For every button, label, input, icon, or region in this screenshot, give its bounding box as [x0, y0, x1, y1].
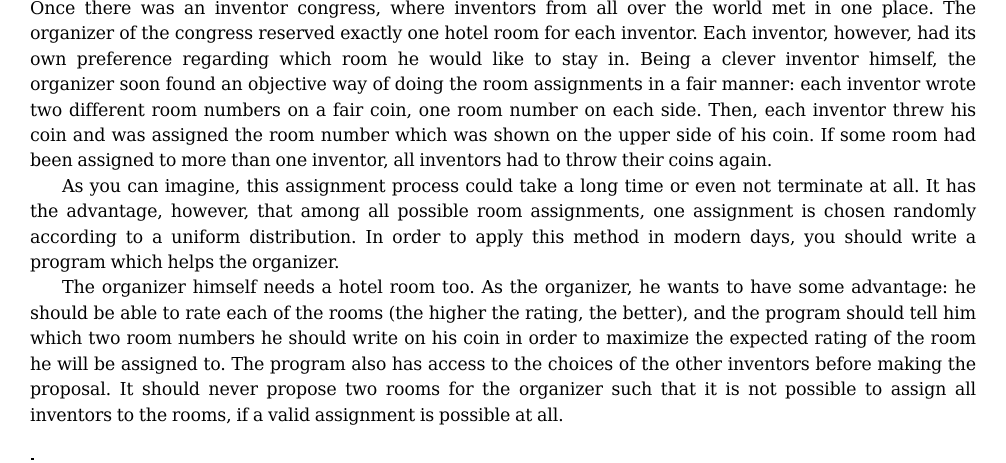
problem-statement	[30, 0, 976, 429]
paragraph-3: The organizer himself needs a hotel room too. As the organizer, he wants to have some advantage: he should be able to rate each of the rooms (the higher the rating, the better), and the program should tell him which two room numbers he should write on his coin in order to maximize the expected rating of the room he will be assigned to. The program also has access to the choices of the other inventors before making the proposal. It should never propose two rooms for the organizer such that it is not possible to assign all inventors to the rooms, if a valid assignment is possible at all.	[30, 278, 976, 426]
paragraph-1: Once there was an inventor congress, where inventors from all over the world met in one place. The organizer of the congress reserved exactly one hotel room for each inventor. Each inventor, however, had its own preference regarding which room he would like to stay in. Being a clever inventor himself, the organizer soon found an objective way of doing the room assignments in a fair manner: each inventor wrote two different room numbers on a fair coin, one room number on each side. Then, each inventor threw his coin and was assigned the room number which was shown on the upper side of his coin. If some room had been assigned to more than one inventor, all inventors had to throw their coins again.	[30, 0, 976, 172]
paragraph-2: As you can imagine, this assignment process could take a long time or even not terminate at all. It has the advantage, however, that among all possible room assignments, one assignment is chosen randomly according to a uniform distribution. In order to apply this method in modern days, you should write a program which helps the organizer.	[30, 176, 976, 274]
page-fragment-mark	[31, 458, 34, 460]
